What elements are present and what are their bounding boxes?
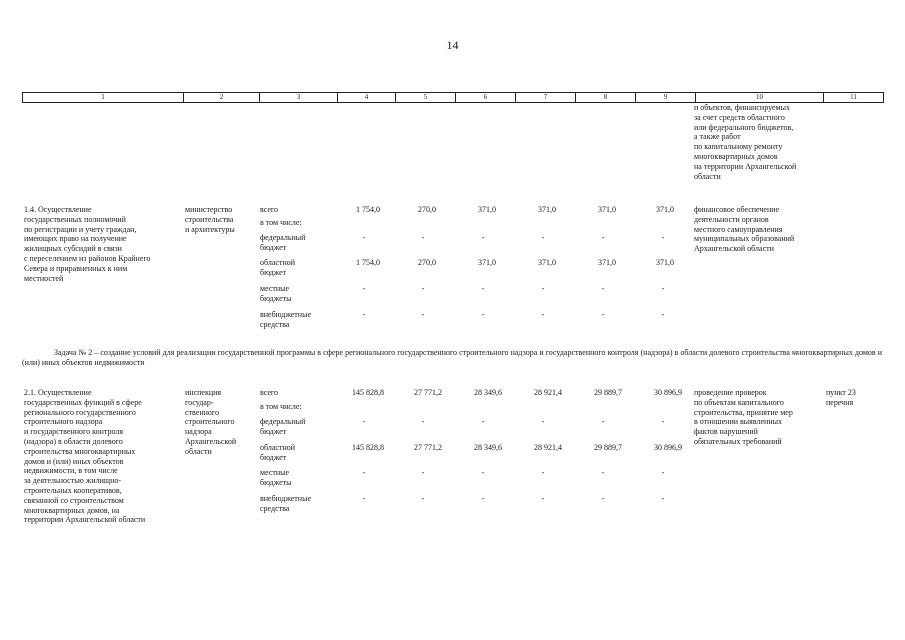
task-2-heading: Задача № 2 – создание условий для реализации государственной программы в сфере регионального государственного строительного надзора и государственного контроля (надзора) в области долевого строительства многоквартирных домов и (или) иных объектов недвижимости — [22, 348, 882, 367]
value-cell: 371,0 — [478, 258, 496, 267]
column-header: 11 — [823, 93, 883, 102]
value-cell: - — [362, 468, 366, 477]
value-cell: - — [421, 310, 425, 319]
funding-source: местные бюджеты — [260, 468, 292, 487]
value-cell: 29 889,7 — [594, 388, 622, 397]
value-cell: - — [421, 494, 425, 503]
value-cell: 1 754,0 — [356, 258, 380, 267]
column-header: 10 — [695, 93, 823, 102]
value-cell: 371,0 — [598, 205, 616, 214]
value-cell: - — [362, 284, 366, 293]
funding-source: областной бюджет — [260, 258, 296, 277]
value-cell: 28 349,6 — [474, 388, 502, 397]
funding-source: местные бюджеты — [260, 284, 292, 303]
funding-source: в том числе: — [260, 402, 302, 411]
value-cell: - — [481, 468, 485, 477]
value-cell: - — [541, 284, 545, 293]
value-cell: - — [481, 284, 485, 293]
value-cell: 270,0 — [418, 205, 436, 214]
value-cell: - — [661, 284, 665, 293]
value-cell: - — [541, 468, 545, 477]
value-cell: - — [661, 310, 665, 319]
page-number: 14 — [446, 38, 459, 52]
column-header: 7 — [515, 93, 575, 102]
measure-title: 2.1. Осуществление государственных функций в сфере регионального государственного строительного надзора и государственного контроля (надзора) в области долевого строительства многоквартирных домов и (или) иных объектов недвижимости, в том числе за деятельностью жилищно- строительных кооперативов, связанной со строительством многоквартирных домов, на территории Архангельской области — [24, 388, 146, 525]
value-cell: 27 771,2 — [414, 388, 442, 397]
value-cell: - — [541, 233, 545, 242]
value-cell: - — [541, 310, 545, 319]
value-cell: - — [421, 233, 425, 242]
value-cell: - — [601, 468, 605, 477]
value-cell: 371,0 — [538, 258, 556, 267]
value-cell: - — [601, 494, 605, 503]
result-continuation-text: и объектов, финансируемых за счет средств областного или федерального бюджетов, а также работ по капитальному ремонту многоквартирных домов на территории Архангельской области — [694, 103, 797, 181]
column-header: 1 — [101, 93, 105, 101]
value-cell: - — [362, 233, 366, 242]
value-cell: 1 754,0 — [356, 205, 380, 214]
funding-source: внебюджетные средства — [260, 494, 311, 513]
column-header: 3 — [259, 93, 337, 102]
column-header: 8 — [575, 93, 635, 102]
value-cell: - — [421, 468, 425, 477]
value-cell: 30 896,9 — [654, 443, 682, 452]
expected-result: финансовое обеспечение деятельности органов местного самоуправления муниципальных образований Архангельской области — [694, 205, 795, 254]
value-cell: - — [661, 494, 665, 503]
value-cell: 28 921,4 — [534, 388, 562, 397]
value-cell: - — [601, 233, 605, 242]
funding-source: федеральный бюджет — [260, 417, 306, 436]
value-cell: - — [421, 284, 425, 293]
value-cell: - — [421, 417, 425, 426]
value-cell: 371,0 — [656, 205, 674, 214]
funding-source: внебюджетные средства — [260, 310, 311, 329]
value-cell: - — [661, 233, 665, 242]
executor: министерство строительства и архитектуры — [185, 205, 235, 234]
value-cell: - — [661, 417, 665, 426]
value-cell: - — [362, 417, 366, 426]
column-header: 4 — [337, 93, 395, 102]
value-cell: 145 828,8 — [352, 388, 384, 397]
value-cell: - — [601, 310, 605, 319]
value-cell: - — [601, 284, 605, 293]
value-cell: - — [481, 310, 485, 319]
measure-title: 1.4. Осуществление государственных полномочий по регистрации и учету граждан, имеющих право на получение жилищных субсидий в связи с переселением из районов Крайнего Севера и приравненных к ним местностей — [24, 205, 151, 283]
value-cell: - — [362, 494, 366, 503]
value-cell: 371,0 — [598, 258, 616, 267]
column-header: 6 — [455, 93, 515, 102]
reference-cell: пункт 23 перечня — [826, 388, 856, 407]
value-cell: 30 896,9 — [654, 388, 682, 397]
value-cell: - — [661, 468, 665, 477]
value-cell: - — [481, 233, 485, 242]
column-header: 2 — [183, 93, 259, 102]
value-cell: - — [362, 310, 366, 319]
value-cell: 145 828,8 — [352, 443, 384, 452]
value-cell: 371,0 — [656, 258, 674, 267]
value-cell: 28 349,6 — [474, 443, 502, 452]
value-cell: 27 771,2 — [414, 443, 442, 452]
column-header: 9 — [635, 93, 695, 102]
value-cell: - — [541, 417, 545, 426]
funding-source: всего — [260, 388, 279, 397]
value-cell: - — [481, 494, 485, 503]
column-header: 5 — [395, 93, 455, 102]
value-cell: - — [481, 417, 485, 426]
funding-source: в том числе: — [260, 218, 302, 227]
funding-source: всего — [260, 205, 279, 214]
value-cell: 371,0 — [538, 205, 556, 214]
value-cell: 270,0 — [418, 258, 436, 267]
value-cell: 28 921,4 — [534, 443, 562, 452]
value-cell: 371,0 — [478, 205, 496, 214]
funding-source: областной бюджет — [260, 443, 296, 462]
value-cell: - — [601, 417, 605, 426]
funding-source: федеральный бюджет — [260, 233, 306, 252]
executor: инспекция государ- ственного строительного надзора Архангельской области — [185, 388, 237, 456]
value-cell: - — [541, 494, 545, 503]
expected-result: проведение проверок по объектам капитального строительства, принятие мер в отношении выявленных фактов нарушений обязательных требований — [694, 388, 793, 446]
column-header-row — [22, 92, 884, 103]
value-cell: 29 889,7 — [594, 443, 622, 452]
